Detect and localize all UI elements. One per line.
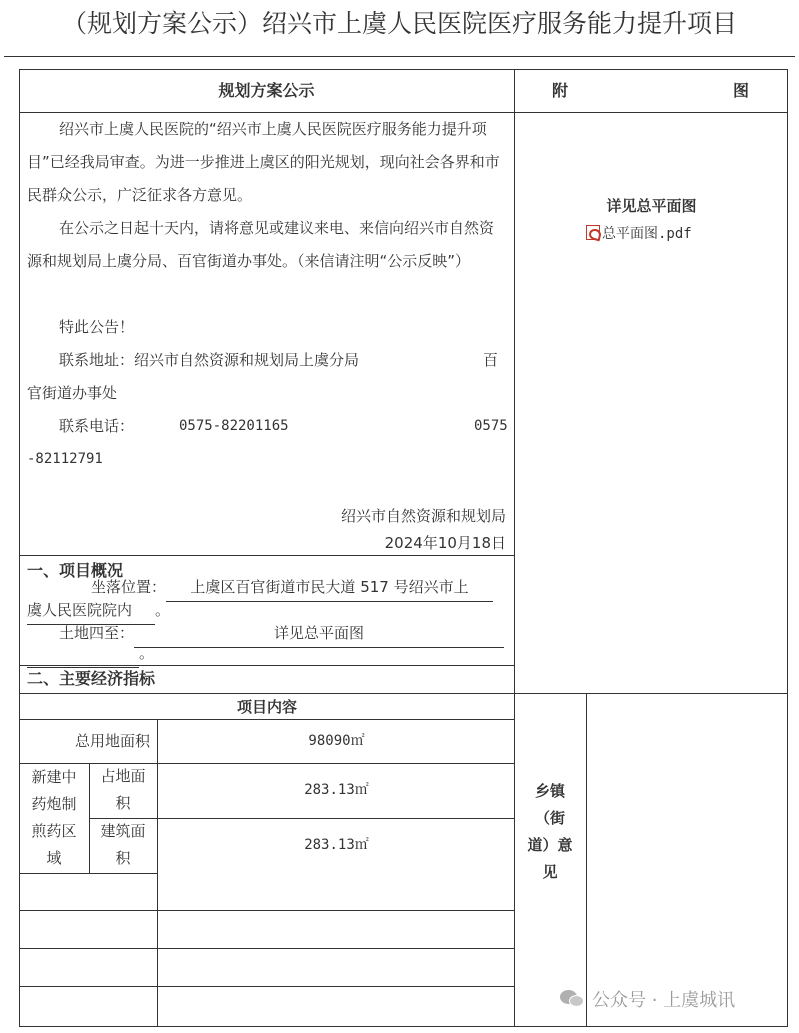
notice-date: 2024年10月18日 (384, 534, 506, 552)
col-header-attach-left: 附 (552, 81, 569, 100)
opinion-label: 乡镇（街道）意见 (527, 782, 573, 881)
econ-divider-opinion (586, 693, 587, 1027)
overview-heading: 一、项目概况 (27, 561, 124, 580)
boundary-value-cont (27, 640, 139, 668)
content-header: 项目内容 (236, 698, 297, 716)
contact-phone-2a: 0575 (474, 418, 508, 434)
contact-address-right: 百 (483, 351, 499, 369)
boundary-value: 详见总平面图 (134, 620, 504, 648)
group-label: 新建中药炮制煎药区域 (31, 768, 77, 867)
attach-label: 详见总平面图 (606, 197, 697, 215)
location-period: 。 (155, 601, 171, 619)
signer: 绍兴市自然资源和规划局 (340, 507, 506, 525)
wechat-icon (560, 988, 586, 1010)
contact-phone-label: 联系电话： (59, 417, 135, 435)
notice-paragraph-2: 在公示之日起十天内，请将意见或建议来电、来信向绍兴市自然资源和规划局上虞分局、百官街道办事处。（来信请注明“公示反映”） (27, 219, 495, 270)
col-header-attach-right: 图 (733, 81, 750, 100)
notice-paragraph-1: 绍兴市上虞人民医院的“绍兴市上虞人民医院医疗服务能力提升项目”已经我局审查。为进一步推进上虞区的阳光规划，现向社会各界和市民群众公示，广泛征求各方意见。 (27, 120, 500, 204)
econ-line-2 (19, 763, 515, 764)
econ-line-3 (89, 818, 515, 819)
notice-paragraph-3: 特此公告！ (59, 318, 135, 336)
boundary-label: 土地四至： (59, 624, 135, 642)
notice-bottom-line (19, 555, 515, 556)
boundary-row-2 (27, 640, 157, 668)
econ-line-5 (19, 910, 515, 911)
floor-area-label: 建筑面积 (100, 822, 146, 867)
econ-line-7 (19, 986, 515, 987)
total-area-label: 总用地面积 (74, 732, 150, 750)
col-header-plan: 规划方案公示 (218, 81, 315, 100)
attach-file-name: 总平面图.pdf (602, 226, 692, 242)
main-divider (514, 69, 515, 693)
total-area-value: 98090㎡ (308, 733, 365, 749)
watermark-text: 公众号 · 上虞城讯 (592, 990, 736, 1011)
footprint-value: 283.13㎡ (304, 782, 369, 798)
pdf-file-icon (586, 225, 600, 240)
econ-heading: 二、主要经济指标 (27, 669, 156, 688)
location-label: 坐落位置： (91, 578, 167, 596)
contact-address (27, 344, 507, 377)
watermark (560, 986, 735, 1012)
contact-phone-2b: -82112791 (27, 451, 103, 467)
page-title: （规划方案公示）绍兴市上虞人民医院医疗服务能力提升项目 (61, 9, 737, 38)
location-value-2: 虞人民医院院内 (27, 597, 155, 625)
title-divider (4, 56, 795, 57)
floor-area-value: 283.13㎡ (304, 837, 369, 853)
contact-phone-1: 0575-82201165 (179, 418, 289, 434)
econ-line-4 (19, 873, 158, 874)
footprint-label: 占地面积 (100, 767, 146, 812)
contact-address-cont: 官街道办事处 (27, 384, 118, 402)
location-value-1: 上虞区百官街道市民大道 517 号绍兴市上 (166, 574, 493, 602)
econ-line-6 (19, 948, 515, 949)
contact-address-label: 联系地址：绍兴市自然资源和规划局上虞分局 (59, 351, 360, 369)
boundary-period: 。 (139, 644, 155, 662)
attach-file-link[interactable] (586, 218, 692, 251)
